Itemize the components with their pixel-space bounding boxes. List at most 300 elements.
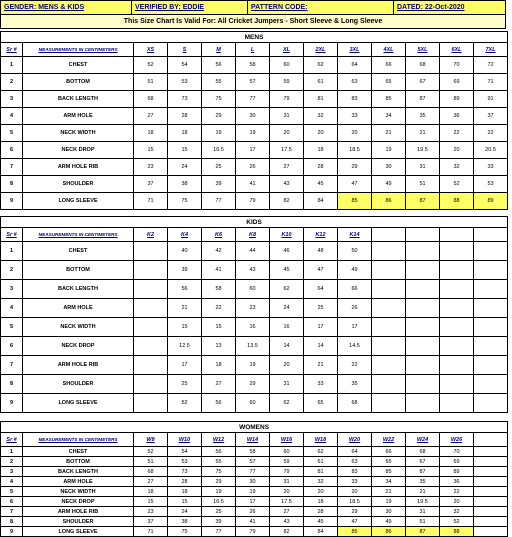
- measurement-value: 15: [168, 497, 202, 507]
- measurement-value: 64: [304, 280, 338, 299]
- measurement-value: 43: [270, 517, 304, 527]
- measurement-value: 63: [338, 457, 372, 467]
- measurement-value: 45: [304, 517, 338, 527]
- measurement-value: [406, 356, 440, 375]
- measurement-row: [1, 337, 508, 356]
- measurement-value: 16: [270, 318, 304, 337]
- measurement-label: ARM HOLE: [23, 299, 134, 318]
- measurement-value: 37: [134, 176, 168, 193]
- measurement-value: 56: [202, 57, 236, 74]
- row-number: 2: [1, 74, 23, 91]
- measurement-value: 75: [202, 467, 236, 477]
- measurement-value: 29: [236, 375, 270, 394]
- measurement-value: [406, 242, 440, 261]
- measurement-value: 72: [474, 57, 508, 74]
- measurement-value: 25: [202, 159, 236, 176]
- measurement-value: [406, 280, 440, 299]
- measurement-row: [1, 261, 508, 280]
- measurement-value: 20: [304, 125, 338, 142]
- measurement-row: [1, 527, 508, 537]
- measurement-value: 31: [270, 375, 304, 394]
- measurement-value: 45: [270, 261, 304, 280]
- measurement-value: 19: [236, 356, 270, 375]
- measurement-value: 62: [270, 394, 304, 413]
- size-column-header: K8: [236, 228, 270, 242]
- measurement-value: 67: [406, 74, 440, 91]
- measurement-value: 20: [338, 125, 372, 142]
- measurement-value: 27: [134, 477, 168, 487]
- measurement-column-header: MEASUREMENTS IN CENTIMETERS: [23, 43, 134, 57]
- measurement-value: 85: [372, 91, 406, 108]
- measurement-value: 17.5: [270, 497, 304, 507]
- measurement-value: 77: [202, 527, 236, 537]
- measurement-value: 36: [440, 108, 474, 125]
- measurement-value: 25: [168, 375, 202, 394]
- measurement-label: NECK WIDTH: [23, 487, 134, 497]
- measurement-row: [1, 91, 508, 108]
- measurement-label: NECK DROP: [23, 142, 134, 159]
- size-column-header: W10: [168, 433, 202, 447]
- measurement-value: 59: [270, 457, 304, 467]
- row-number: 2: [1, 457, 23, 467]
- measurement-value: [406, 337, 440, 356]
- row-number: 5: [1, 125, 23, 142]
- measurement-row: [1, 497, 508, 507]
- measurement-value: [474, 477, 508, 487]
- measurement-value: 29: [202, 477, 236, 487]
- measurement-value: 39: [202, 517, 236, 527]
- measurement-value: 28: [168, 108, 202, 125]
- measurement-value: 15: [134, 142, 168, 159]
- measurement-value: 58: [236, 57, 270, 74]
- measurement-value: 54: [168, 447, 202, 457]
- measurement-value: [440, 242, 474, 261]
- measurement-label: NECK DROP: [23, 497, 134, 507]
- size-column-header: 4XL: [372, 43, 406, 57]
- measurement-value: 68: [134, 467, 168, 477]
- measurement-value: [474, 318, 508, 337]
- dated-label: DATED: 22-Oct-2020: [397, 4, 465, 11]
- measurement-value: 23: [236, 299, 270, 318]
- dated-cell: [394, 1, 506, 15]
- measurement-label: NECK DROP: [23, 337, 134, 356]
- size-column-header: W20: [338, 433, 372, 447]
- measurement-value: [406, 299, 440, 318]
- measurement-value: 44: [236, 242, 270, 261]
- measurement-value: 32: [304, 477, 338, 487]
- row-number: 6: [1, 337, 23, 356]
- measurement-value: [406, 261, 440, 280]
- measurement-value: 51: [134, 74, 168, 91]
- measurement-value: [474, 497, 508, 507]
- measurement-value: 39: [168, 261, 202, 280]
- measurement-value: 30: [236, 477, 270, 487]
- measurement-value: 49: [338, 261, 372, 280]
- measurement-value: 79: [236, 193, 270, 210]
- size-column-header: K12: [304, 228, 338, 242]
- measurement-value: [474, 280, 508, 299]
- measurement-value: 29: [202, 108, 236, 125]
- measurement-value: 45: [304, 176, 338, 193]
- measurement-value: 47: [304, 261, 338, 280]
- measurement-column-header: MEASUREMENTS IN CENTIMETERS: [23, 228, 134, 242]
- measurement-value: 24: [168, 159, 202, 176]
- measurement-value: 53: [168, 74, 202, 91]
- measurement-value: 13: [202, 337, 236, 356]
- measurement-value: 52: [440, 517, 474, 527]
- measurement-value: 22: [440, 487, 474, 497]
- measurement-row: [1, 375, 508, 394]
- measurement-value: 31: [270, 108, 304, 125]
- measurement-value: 30: [236, 108, 270, 125]
- measurement-value: 85: [338, 527, 372, 537]
- measurement-value: [372, 337, 406, 356]
- measurement-value: 24: [270, 299, 304, 318]
- measurement-value: 20: [338, 487, 372, 497]
- mens-section-title: MENS: [1, 32, 508, 43]
- measurement-value: [474, 261, 508, 280]
- row-number: 4: [1, 299, 23, 318]
- measurement-value: 52: [168, 394, 202, 413]
- measurement-value: [134, 299, 168, 318]
- measurement-value: 20: [270, 125, 304, 142]
- row-number: 3: [1, 467, 23, 477]
- measurement-value: 38: [168, 517, 202, 527]
- measurement-value: 68: [406, 447, 440, 457]
- size-column-header: [440, 228, 474, 242]
- measurement-value: 52: [440, 176, 474, 193]
- measurement-label: BACK LENGTH: [23, 467, 134, 477]
- size-column-header: W12: [202, 433, 236, 447]
- size-column-header: W8: [134, 433, 168, 447]
- measurement-label: NECK WIDTH: [23, 318, 134, 337]
- measurement-row: [1, 507, 508, 517]
- row-number: 3: [1, 91, 23, 108]
- measurement-value: 56: [202, 447, 236, 457]
- measurement-value: 69: [440, 74, 474, 91]
- measurement-value: 41: [236, 176, 270, 193]
- measurement-label: ARM HOLE RIB: [23, 356, 134, 375]
- size-column-header: [406, 228, 440, 242]
- measurement-value: 79: [270, 91, 304, 108]
- verified-by-label: VERIFIED BY: EDDIE: [135, 4, 205, 11]
- measurement-value: 24: [168, 507, 202, 517]
- measurement-value: [474, 375, 508, 394]
- size-column-header: K6: [202, 228, 236, 242]
- measurement-label: BOTTOM: [23, 457, 134, 467]
- measurement-value: 23: [134, 159, 168, 176]
- measurement-value: 20: [304, 487, 338, 497]
- measurement-value: 55: [202, 457, 236, 467]
- measurement-value: 47: [338, 176, 372, 193]
- size-column-header: [474, 433, 508, 447]
- measurement-value: 21: [372, 487, 406, 497]
- pattern-cell: [248, 1, 394, 15]
- measurement-value: 51: [406, 176, 440, 193]
- measurement-label: BACK LENGTH: [23, 91, 134, 108]
- row-number: 4: [1, 477, 23, 487]
- size-column-header: L: [236, 43, 270, 57]
- measurement-value: 19: [202, 125, 236, 142]
- measurement-value: 83: [338, 91, 372, 108]
- measurement-value: 62: [304, 447, 338, 457]
- size-column-header: [372, 228, 406, 242]
- measurement-value: 32: [304, 108, 338, 125]
- measurement-row: [1, 487, 508, 497]
- measurement-value: 67: [406, 457, 440, 467]
- measurement-value: [134, 337, 168, 356]
- measurement-value: 35: [406, 477, 440, 487]
- measurement-label: BOTTOM: [23, 261, 134, 280]
- measurement-value: 82: [270, 193, 304, 210]
- measurement-value: 17: [236, 497, 270, 507]
- row-number: 4: [1, 108, 23, 125]
- measurement-column-header: MEASUREMENTS IN CENTIMETERS: [23, 433, 134, 447]
- size-column-header: 2XL: [304, 43, 338, 57]
- measurement-value: 73: [168, 467, 202, 477]
- measurement-value: [474, 356, 508, 375]
- measurement-value: 49: [372, 176, 406, 193]
- measurement-value: 15: [134, 497, 168, 507]
- measurement-value: 12.5: [168, 337, 202, 356]
- measurement-value: [474, 394, 508, 413]
- measurement-value: 33: [474, 159, 508, 176]
- measurement-label: ARM HOLE: [23, 108, 134, 125]
- mens-size-table: [0, 31, 508, 210]
- measurement-value: 18: [134, 125, 168, 142]
- measurement-value: 18: [168, 125, 202, 142]
- measurement-value: 22: [202, 299, 236, 318]
- measurement-value: [440, 394, 474, 413]
- row-number: 8: [1, 176, 23, 193]
- measurement-value: 39: [202, 176, 236, 193]
- measurement-value: 22: [440, 125, 474, 142]
- measurement-value: 41: [236, 517, 270, 527]
- measurement-value: 29: [338, 159, 372, 176]
- measurement-value: 22: [338, 356, 372, 375]
- measurement-value: 87: [406, 527, 440, 537]
- measurement-row: [1, 394, 508, 413]
- size-column-header: 6XL: [440, 43, 474, 57]
- measurement-value: [372, 318, 406, 337]
- measurement-value: 23: [134, 507, 168, 517]
- row-number: 9: [1, 193, 23, 210]
- measurement-value: 51: [406, 517, 440, 527]
- measurement-value: 63: [338, 74, 372, 91]
- size-column-header: XS: [134, 43, 168, 57]
- kids-section-title: KIDS: [1, 217, 508, 228]
- measurement-value: 73: [168, 91, 202, 108]
- measurement-value: [372, 280, 406, 299]
- row-number: 2: [1, 261, 23, 280]
- measurement-value: 62: [270, 280, 304, 299]
- measurement-row: [1, 108, 508, 125]
- measurement-value: 84: [304, 193, 338, 210]
- size-column-header: W14: [236, 433, 270, 447]
- measurement-value: 25: [304, 299, 338, 318]
- gender-cell: [1, 1, 132, 15]
- verified-cell: [132, 1, 248, 15]
- measurement-value: 60: [236, 394, 270, 413]
- measurement-value: 32: [440, 159, 474, 176]
- measurement-value: 43: [236, 261, 270, 280]
- measurement-value: 27: [202, 375, 236, 394]
- measurement-value: [406, 394, 440, 413]
- measurement-value: [134, 394, 168, 413]
- measurement-value: 85: [338, 193, 372, 210]
- measurement-value: [474, 467, 508, 477]
- measurement-value: 88: [440, 193, 474, 210]
- measurement-value: 81: [304, 467, 338, 477]
- measurement-value: 85: [372, 467, 406, 477]
- measurement-row: [1, 467, 508, 477]
- sr-column-header: Sr #: [1, 433, 23, 447]
- measurement-value: [134, 242, 168, 261]
- measurement-value: 35: [406, 108, 440, 125]
- measurement-value: 14: [304, 337, 338, 356]
- measurement-row: [1, 517, 508, 527]
- measurement-value: 52: [134, 57, 168, 74]
- measurement-value: 19.5: [406, 142, 440, 159]
- measurement-value: 65: [372, 74, 406, 91]
- measurement-label: SHOULDER: [23, 375, 134, 394]
- measurement-row: [1, 57, 508, 74]
- womens-size-table: [0, 421, 508, 537]
- measurement-value: 27: [134, 108, 168, 125]
- measurement-value: 68: [338, 394, 372, 413]
- size-column-header: W22: [372, 433, 406, 447]
- measurement-value: 19: [202, 487, 236, 497]
- measurement-value: 31: [270, 477, 304, 487]
- measurement-value: 20: [270, 487, 304, 497]
- measurement-value: 31: [406, 159, 440, 176]
- measurement-row: [1, 142, 508, 159]
- sr-column-header: Sr #: [1, 43, 23, 57]
- measurement-value: 28: [304, 159, 338, 176]
- measurement-label: SHOULDER: [23, 517, 134, 527]
- measurement-row: [1, 457, 508, 467]
- measurement-value: 57: [236, 457, 270, 467]
- measurement-value: 27: [270, 507, 304, 517]
- measurement-row: [1, 193, 508, 210]
- measurement-value: 65: [304, 394, 338, 413]
- measurement-value: 87: [406, 467, 440, 477]
- measurement-value: 27: [270, 159, 304, 176]
- measurement-value: 18: [304, 497, 338, 507]
- measurement-row: [1, 318, 508, 337]
- measurement-value: [372, 242, 406, 261]
- measurement-value: 21: [406, 125, 440, 142]
- measurement-value: 54: [168, 57, 202, 74]
- measurement-value: 19: [236, 125, 270, 142]
- measurement-value: 49: [372, 517, 406, 527]
- row-number: 5: [1, 318, 23, 337]
- measurement-value: 19: [236, 487, 270, 497]
- measurement-value: 14: [270, 337, 304, 356]
- measurement-value: 21: [406, 487, 440, 497]
- measurement-value: 89: [474, 193, 508, 210]
- measurement-value: 42: [202, 242, 236, 261]
- measurement-value: 58: [236, 447, 270, 457]
- size-column-header: 7XL: [474, 43, 508, 57]
- measurement-value: [372, 394, 406, 413]
- womens-section-title: WOMENS: [1, 422, 508, 433]
- measurement-label: CHEST: [23, 447, 134, 457]
- measurement-value: 30: [372, 159, 406, 176]
- measurement-value: 60: [236, 280, 270, 299]
- measurement-value: 75: [168, 193, 202, 210]
- measurement-label: CHEST: [23, 242, 134, 261]
- sr-column-header: Sr #: [1, 228, 23, 242]
- measurement-value: 77: [202, 193, 236, 210]
- measurement-value: 64: [338, 57, 372, 74]
- measurement-value: 60: [270, 447, 304, 457]
- measurement-value: 28: [168, 477, 202, 487]
- measurement-value: [474, 507, 508, 517]
- row-number: 9: [1, 394, 23, 413]
- measurement-value: 55: [202, 74, 236, 91]
- row-number: 1: [1, 242, 23, 261]
- measurement-label: ARM HOLE: [23, 477, 134, 487]
- size-column-header: S: [168, 43, 202, 57]
- measurement-value: 68: [406, 57, 440, 74]
- measurement-value: 16.5: [202, 497, 236, 507]
- row-number: 3: [1, 280, 23, 299]
- measurement-value: 20: [440, 497, 474, 507]
- measurement-value: 43: [270, 176, 304, 193]
- measurement-value: 62: [304, 57, 338, 74]
- measurement-value: 61: [304, 457, 338, 467]
- measurement-value: 89: [440, 467, 474, 477]
- measurement-value: 59: [270, 74, 304, 91]
- measurement-value: 34: [372, 477, 406, 487]
- measurement-value: 19: [372, 142, 406, 159]
- measurement-value: 58: [202, 280, 236, 299]
- row-number: 1: [1, 57, 23, 74]
- measurement-value: [372, 375, 406, 394]
- measurement-label: SHOULDER: [23, 176, 134, 193]
- measurement-value: 29: [338, 507, 372, 517]
- measurement-value: 66: [338, 280, 372, 299]
- measurement-value: [474, 337, 508, 356]
- measurement-value: 17: [236, 142, 270, 159]
- measurement-row: [1, 159, 508, 176]
- measurement-value: 17.5: [270, 142, 304, 159]
- measurement-row: [1, 280, 508, 299]
- measurement-value: 66: [372, 57, 406, 74]
- measurement-value: 82: [270, 527, 304, 537]
- measurement-value: 64: [338, 447, 372, 457]
- measurement-value: 77: [236, 91, 270, 108]
- measurement-value: 36: [440, 477, 474, 487]
- measurement-value: 18: [134, 487, 168, 497]
- measurement-value: [440, 356, 474, 375]
- measurement-value: 70: [440, 57, 474, 74]
- measurement-value: [440, 280, 474, 299]
- measurement-label: ARM HOLE RIB: [23, 159, 134, 176]
- measurement-value: 18: [304, 142, 338, 159]
- measurement-value: 40: [168, 242, 202, 261]
- size-column-header: W16: [270, 433, 304, 447]
- row-number: 8: [1, 375, 23, 394]
- measurement-row: [1, 74, 508, 91]
- measurement-value: 18: [168, 487, 202, 497]
- row-number: 7: [1, 507, 23, 517]
- measurement-value: 41: [202, 261, 236, 280]
- measurement-value: 69: [440, 457, 474, 467]
- measurement-value: [372, 261, 406, 280]
- measurement-value: 20: [270, 356, 304, 375]
